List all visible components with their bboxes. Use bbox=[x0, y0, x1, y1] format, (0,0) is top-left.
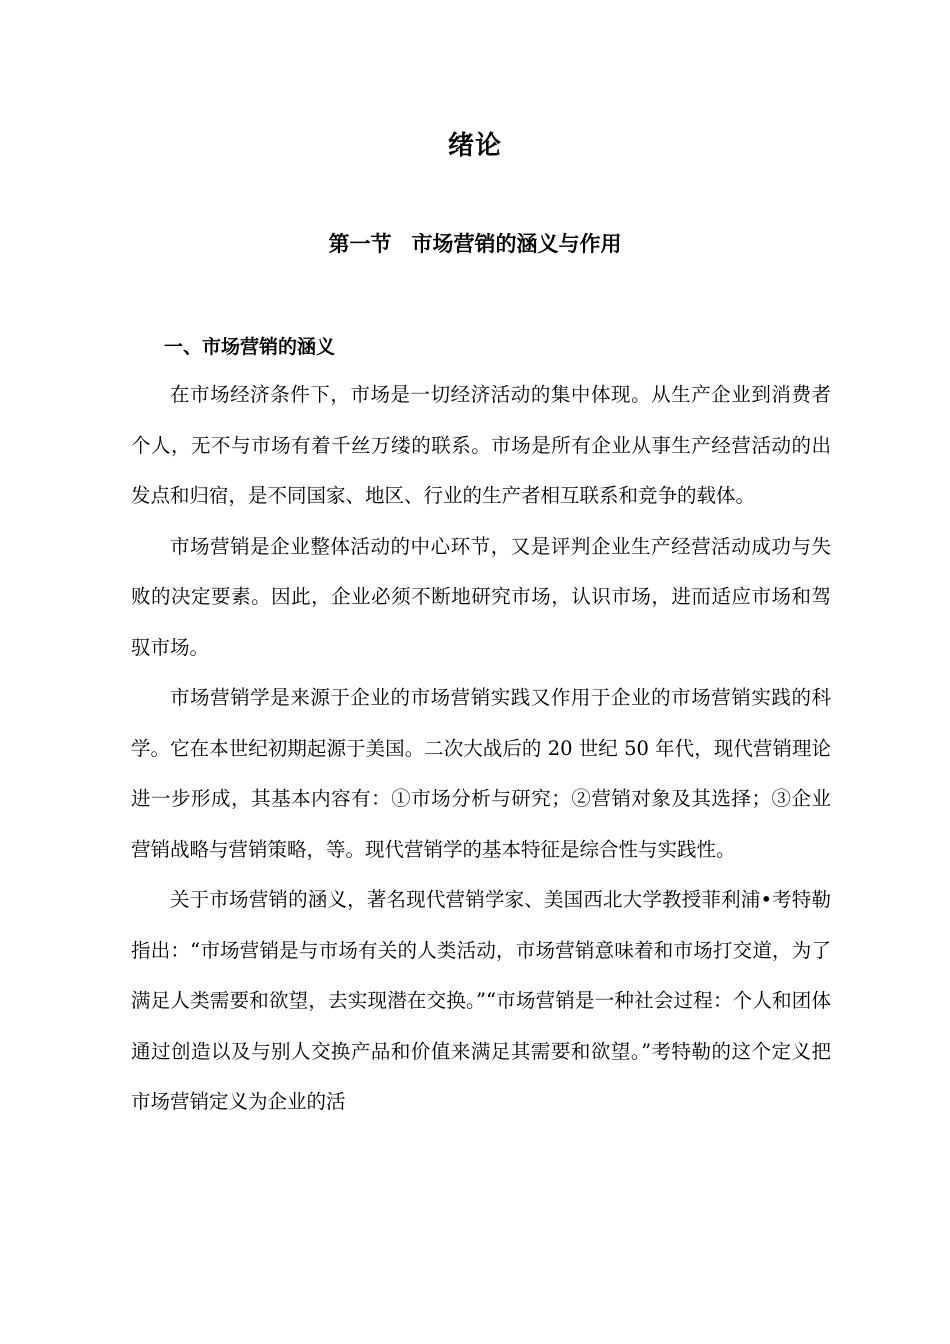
body-text bbox=[131, 370, 831, 1128]
paragraph: 市场营销是企业整体活动的中心环节，又是评判企业生产经营活动成功与失败的决定要素。因此，企业必须不断地研究市场，认识市场，进而适应市场和驾驭市场。 bbox=[131, 534, 831, 659]
subsection-title: 一、市场营销的涵义 bbox=[164, 336, 336, 358]
chapter-title: 绪论 bbox=[447, 131, 502, 161]
paragraph: 关于市场营销的涵义，著名现代营销学家、美国西北大学教授菲利浦•考特勒指出：“市场营销是与市场有关的人类活动，市场营销意味着和市场打交道，为了满足人类需要和欲望，去实现潜在交换。”“市场营销是一种社会过程：个人和团体通过创造以及与别人交换产品和价值来满足其需要和欲望。”考特勒的这个定义把市场营销定义为企业的活 bbox=[131, 888, 831, 1113]
section-title: 市场营销的涵义与作用 bbox=[411, 231, 622, 256]
section-heading bbox=[0, 226, 950, 262]
section-number: 第一节 bbox=[328, 231, 392, 256]
paragraph: 在市场经济条件下，市场是一切经济活动的集中体现。从生产企业到消费者个人，无不与市场有着千丝万缕的联系。市场是所有企业从事生产经营活动的出发点和归宿，是不同国家、地区、行业的生产者相互联系和竞争的载体。 bbox=[131, 383, 831, 507]
paragraph: 市场营销学是来源于企业的市场营销实践又作用于企业的市场营销实践的科学。它在本世纪初期起源于美国。二次大战后的 20 世纪 50 年代，现代营销理论进一步形成，其基本内容有：①市场分析与研究；②营销对象及其选择；③企业营销战略与营销策略，等。现代营销学的基本特征是综合性与实践性。 bbox=[131, 686, 831, 861]
